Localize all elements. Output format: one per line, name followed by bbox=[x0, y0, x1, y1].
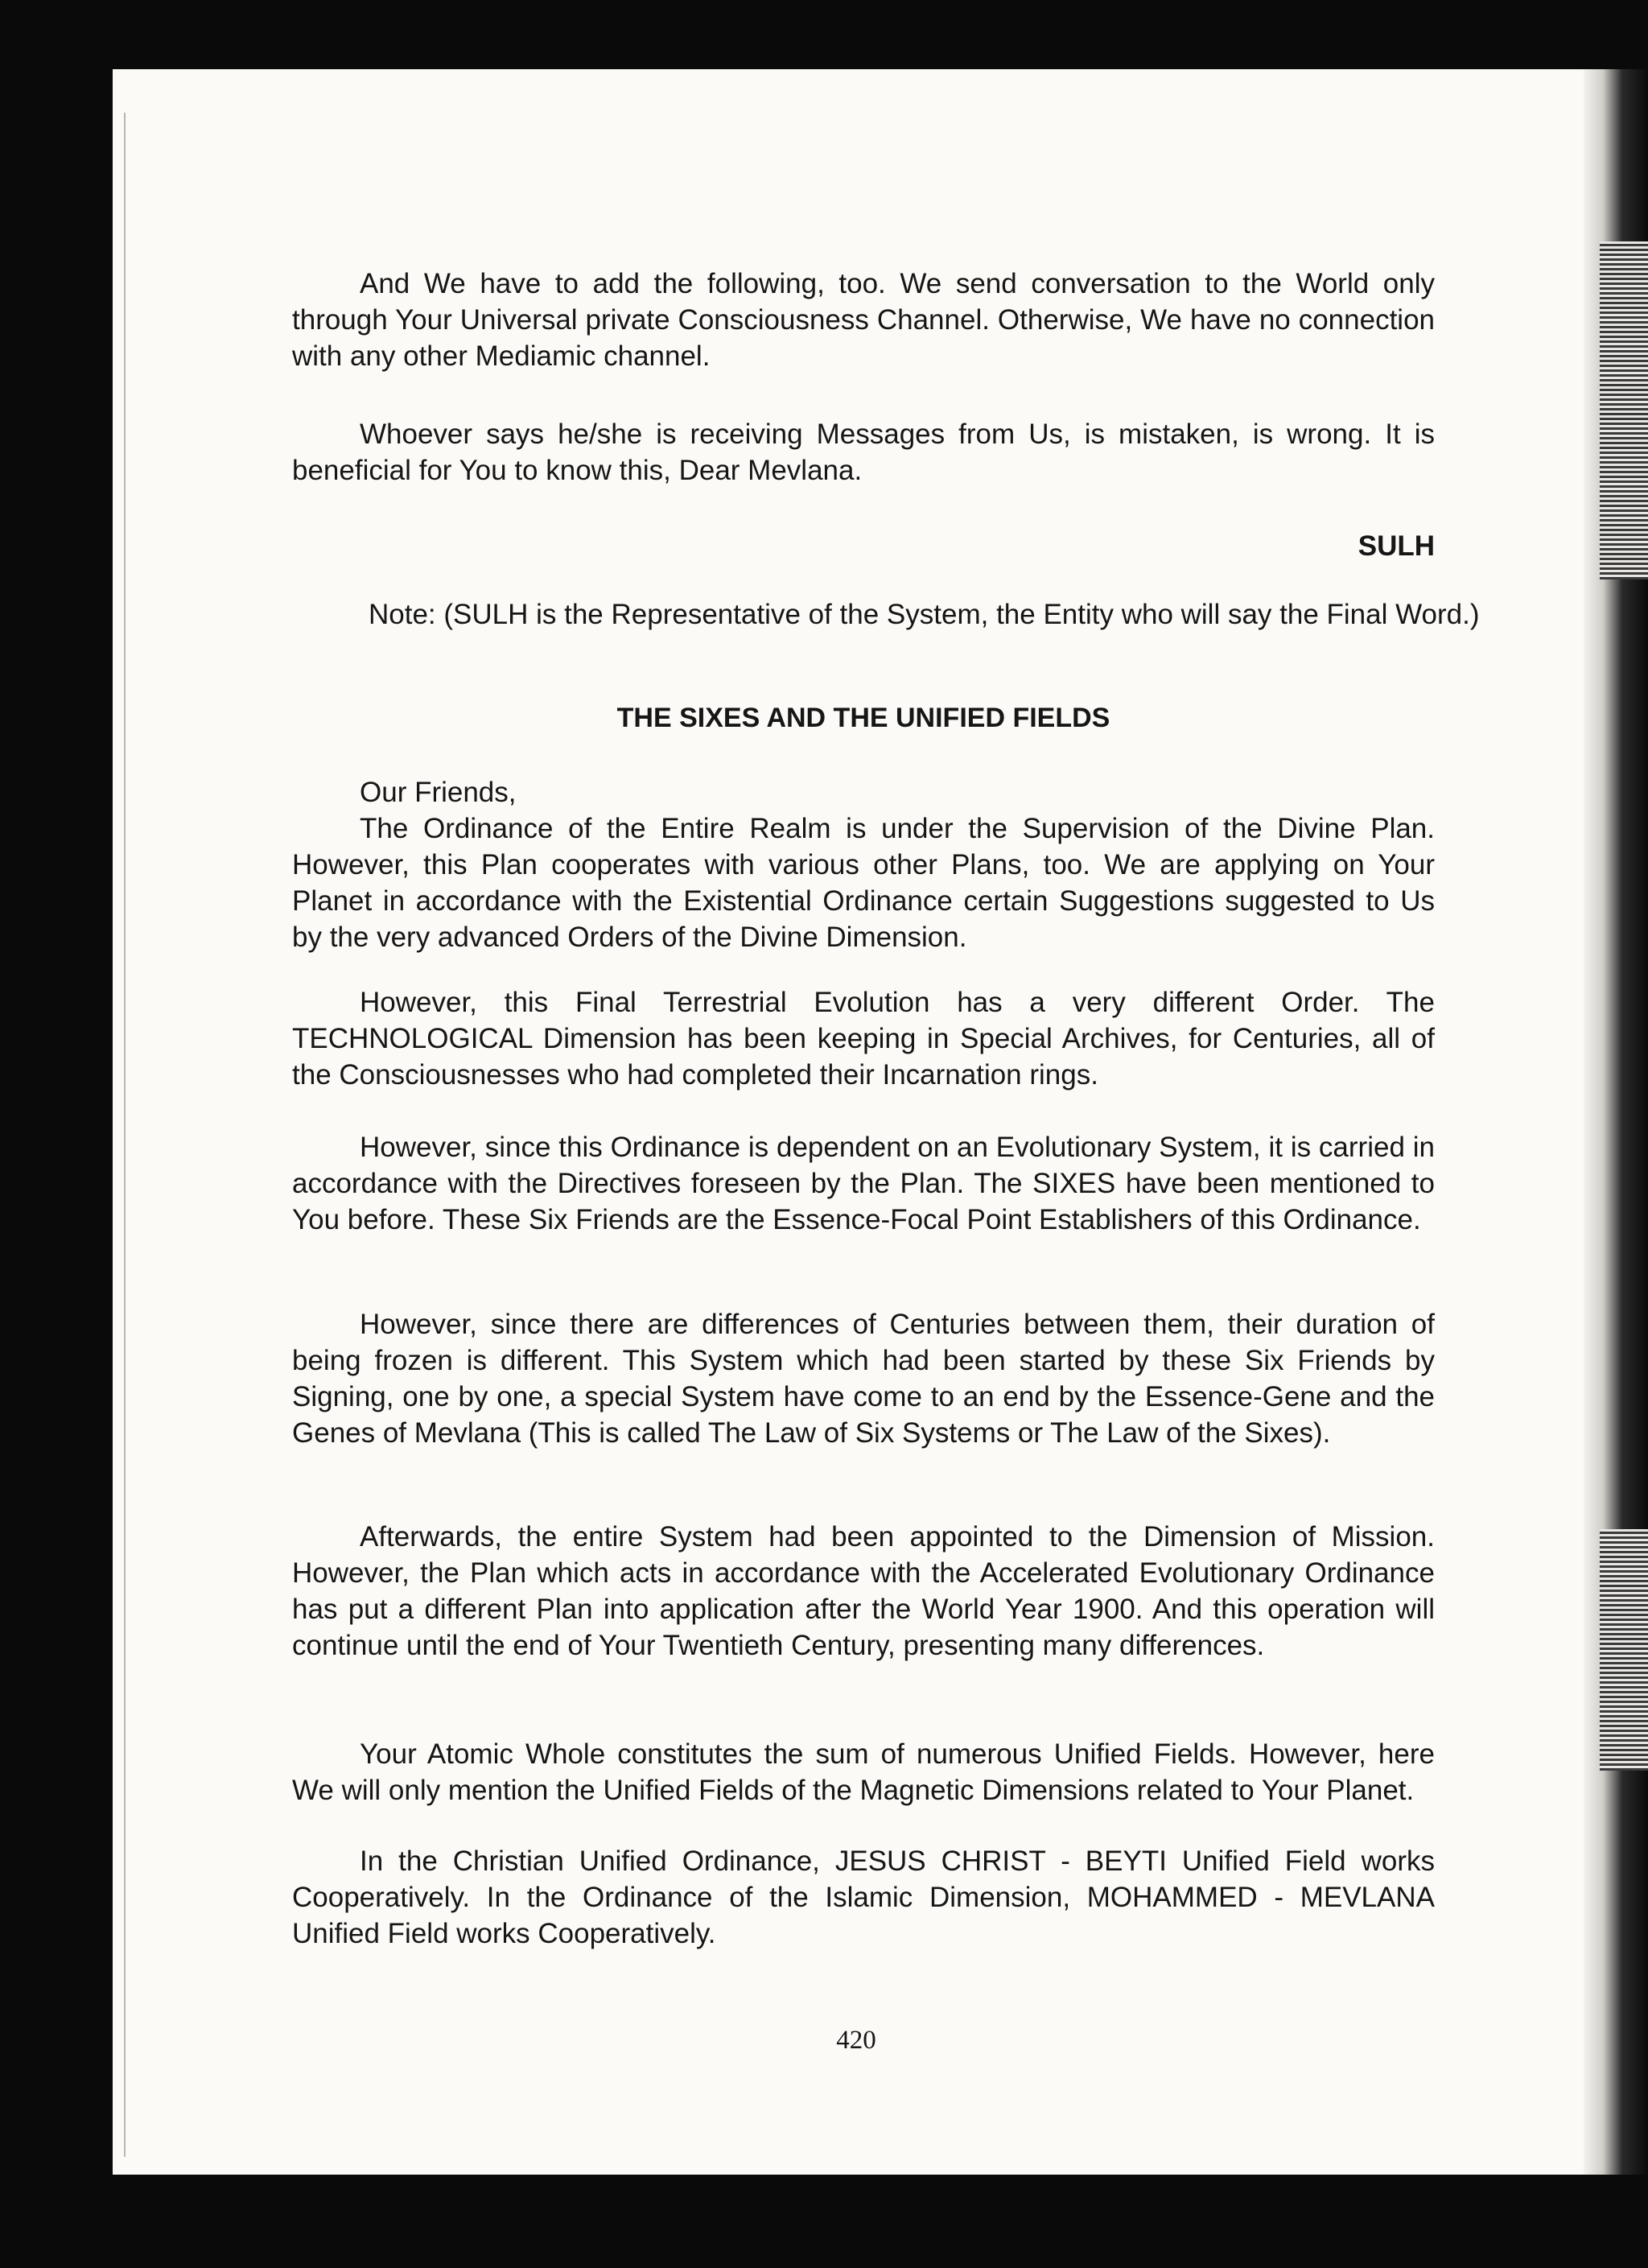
paragraph-3: The Ordinance of the Entire Realm is under the Supervision of the Divine Plan. However, this Plan cooperates with various other Plans, too. We are applying on Your Planet in accordance with the Existential Ordinance certain Suggestions suggested to Us by the very advanced Orders of the Divine Dimension. bbox=[292, 813, 1435, 953]
page-stack-texture bbox=[1600, 241, 1648, 579]
paragraph-5: However, since this Ordinance is dependent on an Evolutionary System, it is carried in accordance with the Directives foreseen by the Plan. The SIXES have been mentioned to You before. These Six Friends are the Essence-Focal Point Establishers of this Ordinance. bbox=[292, 1132, 1435, 1235]
paragraph-2: Whoever says he/she is receiving Messages from Us, is mistaken, is wrong. It is beneficial for You to know this, Dear Mevlana. bbox=[292, 419, 1435, 486]
paragraph-9: In the Christian Unified Ordinance, JESUS CHRIST - BEYTI Unified Field works Cooperatively. In the Ordinance of the Islamic Dimension, MOHAMMED - MEVLANA Unified Field works Cooperatively. bbox=[292, 1845, 1435, 1949]
binding-shadow bbox=[124, 113, 126, 2157]
signature: SULH bbox=[1358, 530, 1435, 562]
paragraph-6: However, since there are differences of Centuries between them, their duration of being frozen is different. This System which had been started by these Six Friends by Signing, one by one, a special System have come to an end by the Essence-Gene and the Genes of Mevlana (This is called The Law of Six Systems or The Law of the Sixes). bbox=[292, 1309, 1435, 1449]
paragraph-1: And We have to add the following, too. We send conversation to the World only through Your Universal private Consciousness Channel. Otherwise, We have no connection with any other Mediamic channel. bbox=[292, 268, 1435, 372]
page-number: 420 bbox=[836, 2026, 876, 2055]
paragraph-7: Afterwards, the entire System had been appointed to the Dimension of Mission. However, the Plan which acts in accordance with the Accelerated Evolutionary Ordinance has put a different Plan into application after the World Year 1900. And this operation will continue until the end of Your Twentieth Century, presenting many differences. bbox=[292, 1521, 1435, 1661]
paragraph-4: However, this Final Terrestrial Evolution has a very different Order. The TECHNOLOGICAL Dimension has been keeping in Special Archives, for Centuries, all of the Consciousnesses who had completed their Incarnation rings. bbox=[292, 987, 1435, 1091]
page-stack-texture bbox=[1600, 1529, 1648, 1771]
salutation: Our Friends, bbox=[360, 777, 517, 808]
note: Note: (SULH is the Representative of the System, the Entity who will say the Final Word.) bbox=[369, 599, 1480, 630]
paragraph-8: Your Atomic Whole constitutes the sum of numerous Unified Fields. However, here We will only mention the Unified Fields of the Magnetic Dimensions related to Your Planet. bbox=[292, 1738, 1435, 1806]
section-heading: THE SIXES AND THE UNIFIED FIELDS bbox=[616, 703, 1110, 733]
